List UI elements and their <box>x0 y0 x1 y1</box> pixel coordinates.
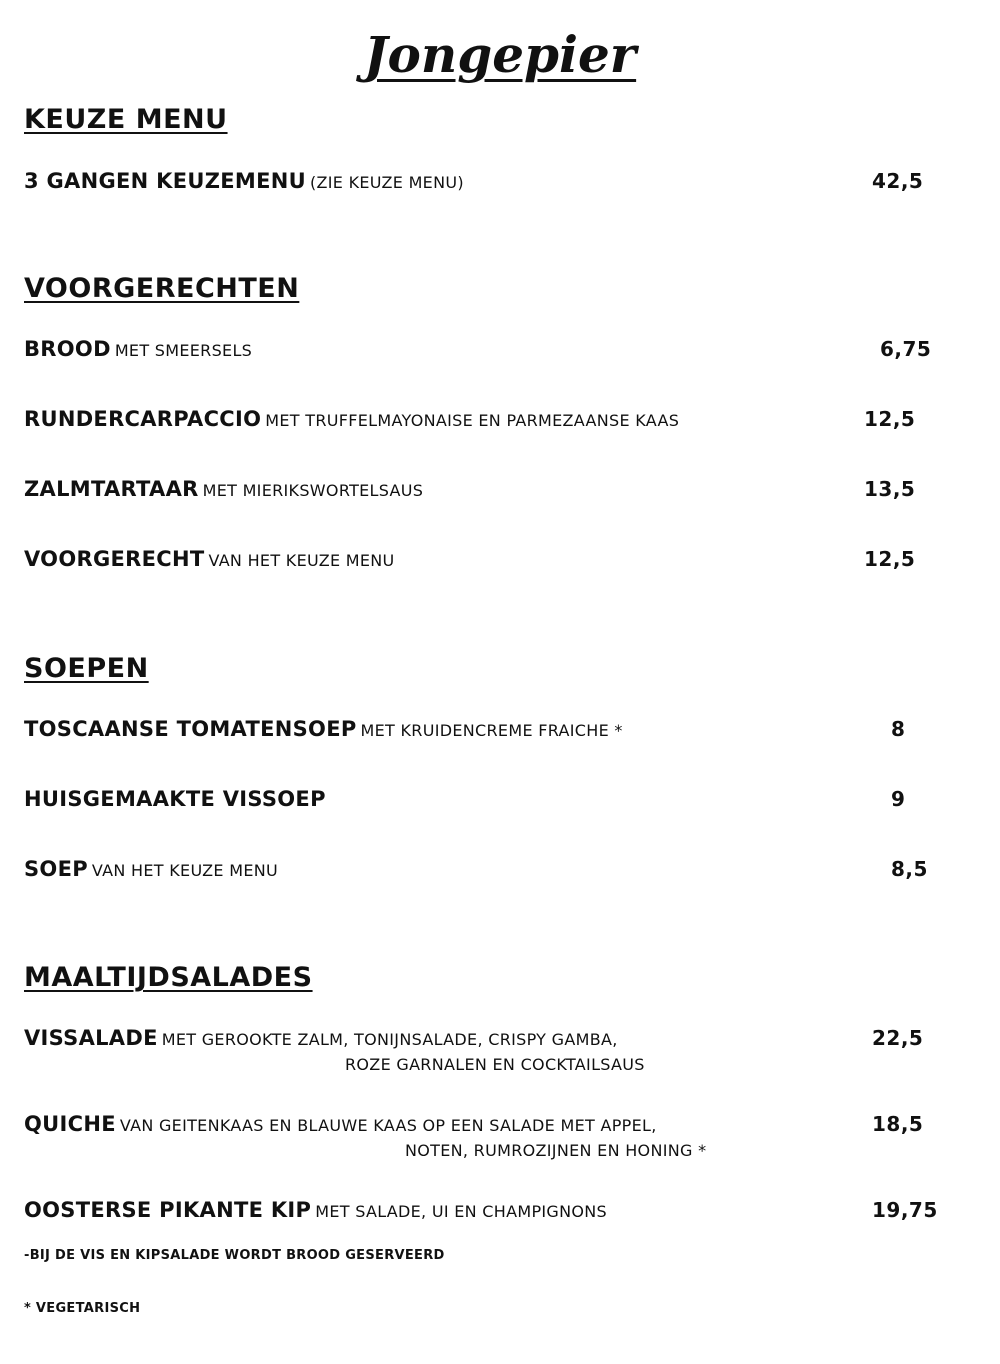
item-name: 3 GANGEN KEUZEMENU <box>24 169 306 193</box>
item-name: RUNDERCARPACCIO <box>24 407 262 431</box>
item-name: SOEP <box>24 857 88 881</box>
item-description: (ZIE KEUZE MENU) <box>309 173 464 192</box>
item-name: ZALMTARTAAR <box>24 477 199 501</box>
page-title: Jongepier <box>363 25 637 84</box>
item-price: 8 <box>891 717 906 741</box>
item-description-continued: ROZE GARNALEN EN COCKTAILSAUS <box>345 1055 645 1074</box>
item-description-continued: NOTEN, RUMROZIJNEN EN HONING * <box>405 1141 707 1160</box>
item-price: 8,5 <box>891 857 928 881</box>
menu-item-rundercarpaccio <box>24 404 1000 434</box>
item-price: 18,5 <box>872 1112 924 1136</box>
item-description: VAN HET KEUZE MENU <box>91 861 279 880</box>
item-price: 12,5 <box>864 547 916 571</box>
item-name: HUISGEMAAKTE VISSOEP <box>24 787 326 811</box>
item-price: 19,75 <box>872 1198 938 1222</box>
item-name: TOSCAANSE TOMATENSOEP <box>24 717 357 741</box>
item-description: MET SMEERSELS <box>114 341 253 360</box>
item-price: 22,5 <box>872 1026 924 1050</box>
item-description: VAN HET KEUZE MENU <box>208 551 395 570</box>
menu-item-zalmtartaar <box>24 474 1000 504</box>
item-name: OOSTERSE PIKANTE KIP <box>24 1198 312 1222</box>
item-price: 42,5 <box>872 169 924 193</box>
item-price: 9 <box>891 787 906 811</box>
item-name: QUICHE <box>24 1112 116 1136</box>
section-heading-voorgerechten: VOORGERECHTEN <box>24 273 300 304</box>
item-price: 6,75 <box>880 337 932 361</box>
menu-item-3-gangen-keuzemenu <box>24 166 1000 196</box>
item-name: BROOD <box>24 337 111 361</box>
item-name: VISSALADE <box>24 1026 158 1050</box>
section-heading-keuze-menu: KEUZE MENU <box>24 104 228 135</box>
section-heading-maaltijdsalades: MAALTIJDSALADES <box>24 962 313 993</box>
menu-item-voorgerecht <box>24 544 1000 574</box>
item-description: VAN GEITENKAAS EN BLAUWE KAAS OP EEN SALADE MET APPEL, <box>119 1116 657 1135</box>
menu-item-quiche <box>24 1109 1000 1160</box>
section-heading-soepen: SOEPEN <box>24 653 149 684</box>
menu-item-soep <box>24 854 1000 884</box>
item-price: 13,5 <box>864 477 916 501</box>
item-description: MET GEROOKTE ZALM, TONIJNSALADE, CRISPY GAMBA, <box>161 1030 618 1049</box>
item-name: VOORGERECHT <box>24 547 205 571</box>
menu-item-toscaanse-tomatensoep <box>24 714 1000 744</box>
item-description: MET KRUIDENCREME FRAICHE * <box>360 721 623 740</box>
item-price: 12,5 <box>864 407 916 431</box>
footnote-bread: -BIJ DE VIS EN KIPSALADE WORDT BROOD GESERVEERD <box>24 1248 445 1263</box>
item-description: MET MIERIKSWORTELSAUS <box>202 481 424 500</box>
footnote-vegetarian: * VEGETARISCH <box>24 1301 141 1316</box>
menu-item-vissalade <box>24 1023 1000 1074</box>
menu-item-oosterse-pikante-kip <box>24 1195 1000 1225</box>
item-description: MET SALADE, UI EN CHAMPIGNONS <box>315 1202 608 1221</box>
menu-item-brood <box>24 334 1000 364</box>
item-description: MET TRUFFELMAYONAISE EN PARMEZAANSE KAAS <box>265 411 680 430</box>
menu-item-huisgemaakte-vissoep <box>24 784 1000 814</box>
